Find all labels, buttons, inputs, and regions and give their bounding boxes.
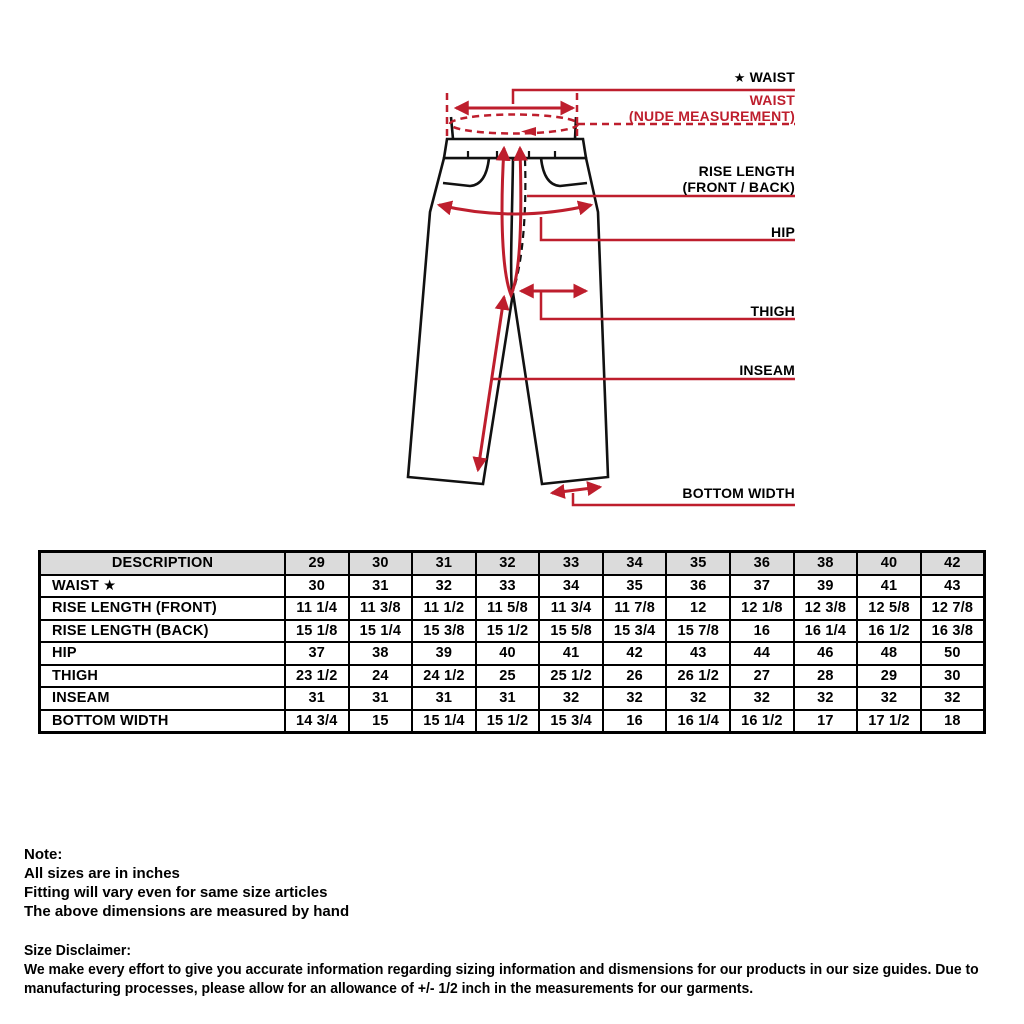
disclaimer-title: Size Disclaimer: [24, 942, 132, 959]
cell: 39 [412, 642, 476, 665]
cell: 41 [857, 575, 921, 598]
cell: 31 [349, 575, 413, 598]
row-label: HIP [40, 642, 286, 665]
row-label: WAIST ★ [40, 575, 286, 598]
cell: 35 [603, 575, 667, 598]
pants-outline [408, 117, 608, 484]
cell: 32 [412, 575, 476, 598]
row-label: RISE LENGTH (BACK) [40, 620, 286, 643]
row-label: INSEAM [40, 687, 286, 710]
cell: 39 [794, 575, 858, 598]
cell: 31 [476, 687, 540, 710]
cell: 36 [666, 575, 730, 598]
cell: 32 [666, 687, 730, 710]
cell: 26 1/2 [666, 665, 730, 688]
cell: 16 3/8 [921, 620, 985, 643]
cell: 31 [412, 687, 476, 710]
cell: 11 3/8 [349, 597, 413, 620]
cell: 12 1/8 [730, 597, 794, 620]
disclaimer-block [24, 941, 1006, 998]
rise-length-line1: RISE LENGTH [698, 163, 795, 179]
table-header-row [40, 552, 985, 575]
cell: 24 [349, 665, 413, 688]
header-size: 35 [666, 552, 730, 575]
cell: 15 7/8 [666, 620, 730, 643]
cell: 32 [921, 687, 985, 710]
cell: 42 [603, 642, 667, 665]
rise-length-line2: (FRONT / BACK) [682, 179, 795, 195]
cell: 12 5/8 [857, 597, 921, 620]
cell: 15 [349, 710, 413, 733]
cell: 15 3/4 [539, 710, 603, 733]
cell: 15 1/4 [412, 710, 476, 733]
cell: 27 [730, 665, 794, 688]
cell: 50 [921, 642, 985, 665]
waist-nude-label [629, 92, 795, 124]
header-size: 32 [476, 552, 540, 575]
notes-block [24, 845, 349, 921]
table-row [40, 687, 985, 710]
cell: 15 1/4 [349, 620, 413, 643]
cell: 12 3/8 [794, 597, 858, 620]
cell: 32 [794, 687, 858, 710]
waist-nude-line2: (NUDE MEASUREMENT) [628, 108, 795, 124]
hip-label: HIP [771, 224, 795, 240]
cell: 30 [285, 575, 349, 598]
cell: 46 [794, 642, 858, 665]
header-size: 30 [349, 552, 413, 575]
cell: 28 [794, 665, 858, 688]
note-line: The above dimensions are measured by hand [24, 903, 350, 920]
cell: 25 [476, 665, 540, 688]
waist-label [734, 69, 795, 86]
header-size: 34 [603, 552, 667, 575]
cell: 31 [285, 687, 349, 710]
star-icon: ★ [733, 70, 746, 85]
cell: 11 3/4 [539, 597, 603, 620]
cell: 26 [603, 665, 667, 688]
cell: 23 1/2 [285, 665, 349, 688]
bottom-width-label: BOTTOM WIDTH [682, 485, 795, 501]
cell: 37 [730, 575, 794, 598]
note-line: Fitting will vary even for same size articles [24, 884, 328, 901]
table-row [40, 620, 985, 643]
row-label: THIGH [40, 665, 286, 688]
cell: 16 1/4 [666, 710, 730, 733]
header-size: 38 [794, 552, 858, 575]
inseam-label: INSEAM [739, 362, 795, 378]
cell: 15 5/8 [539, 620, 603, 643]
cell: 15 3/4 [603, 620, 667, 643]
table-row [40, 642, 985, 665]
header-description: DESCRIPTION [40, 552, 286, 575]
note-line: All sizes are in inches [24, 865, 180, 882]
cell: 15 1/2 [476, 620, 540, 643]
cell: 18 [921, 710, 985, 733]
header-size: 40 [857, 552, 921, 575]
cell: 32 [857, 687, 921, 710]
cell: 32 [539, 687, 603, 710]
cell: 12 [666, 597, 730, 620]
header-size: 42 [921, 552, 985, 575]
cell: 17 [794, 710, 858, 733]
notes-title: Note: [24, 846, 63, 863]
cell: 38 [349, 642, 413, 665]
cell: 43 [921, 575, 985, 598]
disclaimer-text: We make every effort to give you accurate information regarding sizing information and dismensions for our products in our size guides. Due to manufacturing processes, please allow for an allowance of +/- 1/2 inch in the measurements for our garments. [24, 961, 979, 997]
cell: 30 [921, 665, 985, 688]
cell: 40 [476, 642, 540, 665]
cell: 41 [539, 642, 603, 665]
rise-length-label [683, 163, 795, 195]
cell: 17 1/2 [857, 710, 921, 733]
header-size: 31 [412, 552, 476, 575]
waist-nude-line1: WAIST [749, 92, 795, 108]
table-row [40, 597, 985, 620]
table-row [40, 665, 985, 688]
cell: 32 [730, 687, 794, 710]
thigh-label: THIGH [750, 303, 795, 319]
row-label: RISE LENGTH (FRONT) [40, 597, 286, 620]
cell: 24 1/2 [412, 665, 476, 688]
header-size: 33 [539, 552, 603, 575]
row-label: BOTTOM WIDTH [40, 710, 286, 733]
cell: 37 [285, 642, 349, 665]
cell: 31 [349, 687, 413, 710]
cell: 16 [730, 620, 794, 643]
header-size: 29 [285, 552, 349, 575]
cell: 11 1/4 [285, 597, 349, 620]
cell: 29 [857, 665, 921, 688]
cell: 43 [666, 642, 730, 665]
table-row [40, 575, 985, 598]
cell: 33 [476, 575, 540, 598]
cell: 34 [539, 575, 603, 598]
cell: 12 7/8 [921, 597, 985, 620]
cell: 32 [603, 687, 667, 710]
cell: 16 1/2 [730, 710, 794, 733]
cell: 48 [857, 642, 921, 665]
cell: 11 7/8 [603, 597, 667, 620]
cell: 44 [730, 642, 794, 665]
size-table [38, 550, 986, 734]
cell: 16 [603, 710, 667, 733]
cell: 14 3/4 [285, 710, 349, 733]
waist-label-text: WAIST [749, 69, 795, 85]
nude-arrowhead [521, 127, 536, 136]
cell: 11 1/2 [412, 597, 476, 620]
cell: 11 5/8 [476, 597, 540, 620]
cell: 25 1/2 [539, 665, 603, 688]
cell: 16 1/4 [794, 620, 858, 643]
cell: 16 1/2 [857, 620, 921, 643]
cell: 15 3/8 [412, 620, 476, 643]
cell: 15 1/2 [476, 710, 540, 733]
header-size: 36 [730, 552, 794, 575]
cell: 15 1/8 [285, 620, 349, 643]
table-row [40, 710, 985, 733]
